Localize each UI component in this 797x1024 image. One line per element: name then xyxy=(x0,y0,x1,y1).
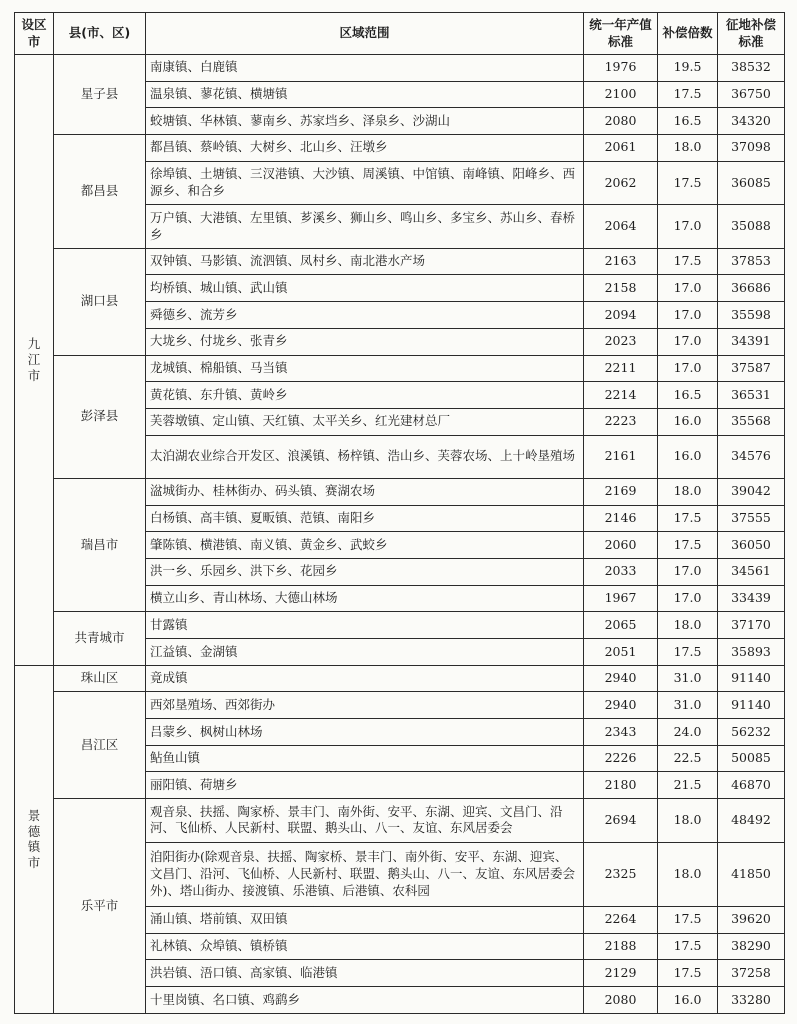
area-cell: 白杨镇、高丰镇、夏畈镇、范镇、南阳乡 xyxy=(146,505,584,532)
output-standard-cell: 2343 xyxy=(584,719,658,746)
output-standard-cell: 2169 xyxy=(584,479,658,506)
output-standard-cell: 2033 xyxy=(584,559,658,586)
compensation-cell: 36750 xyxy=(718,81,785,108)
table-row xyxy=(15,248,785,275)
county-name: 共青城市 xyxy=(54,612,146,665)
area-cell: 芙蓉墩镇、定山镇、天红镇、太平关乡、红光建材总厂 xyxy=(146,408,584,435)
output-standard-cell: 2694 xyxy=(584,799,658,843)
output-standard-cell: 2062 xyxy=(584,161,658,205)
compensation-cell: 36050 xyxy=(718,532,785,559)
county-name: 珠山区 xyxy=(54,665,146,692)
multiple-cell: 17.0 xyxy=(658,355,718,382)
compensation-cell: 41850 xyxy=(718,842,785,906)
compensation-cell: 50085 xyxy=(718,745,785,772)
multiple-cell: 17.5 xyxy=(658,906,718,933)
compensation-cell: 35568 xyxy=(718,408,785,435)
area-cell: 万户镇、大港镇、左里镇、芗溪乡、狮山乡、鸣山乡、多宝乡、苏山乡、春桥乡 xyxy=(146,205,584,249)
multiple-cell: 24.0 xyxy=(658,719,718,746)
table-row xyxy=(15,55,785,82)
table-row xyxy=(15,612,785,639)
area-cell: 舜德乡、流芳乡 xyxy=(146,302,584,329)
table-row xyxy=(15,692,785,719)
table-row xyxy=(15,479,785,506)
header-compensation: 征地补偿标准 xyxy=(718,13,785,55)
output-standard-cell: 2023 xyxy=(584,328,658,355)
city-name: 九江市 xyxy=(27,336,41,383)
compensation-cell: 35598 xyxy=(718,302,785,329)
compensation-cell: 36686 xyxy=(718,275,785,302)
county-name: 瑞昌市 xyxy=(54,479,146,612)
output-standard-cell: 2060 xyxy=(584,532,658,559)
compensation-cell: 37170 xyxy=(718,612,785,639)
output-standard-cell: 2100 xyxy=(584,81,658,108)
output-standard-cell: 2940 xyxy=(584,665,658,692)
multiple-cell: 17.5 xyxy=(658,639,718,666)
multiple-cell: 18.0 xyxy=(658,842,718,906)
multiple-cell: 18.0 xyxy=(658,135,718,162)
area-cell: 吕蒙乡、枫树山林场 xyxy=(146,719,584,746)
compensation-cell: 34320 xyxy=(718,108,785,135)
header-output-standard: 统一年产值标准 xyxy=(584,13,658,55)
output-standard-cell: 2264 xyxy=(584,906,658,933)
county-name: 星子县 xyxy=(54,55,146,135)
output-standard-cell: 1967 xyxy=(584,585,658,612)
compensation-cell: 39042 xyxy=(718,479,785,506)
table-row xyxy=(15,665,785,692)
compensation-cell: 35088 xyxy=(718,205,785,249)
area-cell: 洪一乡、乐园乡、洪下乡、花园乡 xyxy=(146,559,584,586)
multiple-cell: 17.5 xyxy=(658,505,718,532)
compensation-cell: 46870 xyxy=(718,772,785,799)
output-standard-cell: 2146 xyxy=(584,505,658,532)
compensation-cell: 37098 xyxy=(718,135,785,162)
area-cell: 大垅乡、付垅乡、张青乡 xyxy=(146,328,584,355)
county-name: 彭泽县 xyxy=(54,355,146,479)
area-cell: 黄花镇、东升镇、黄岭乡 xyxy=(146,382,584,409)
output-standard-cell: 2180 xyxy=(584,772,658,799)
multiple-cell: 17.0 xyxy=(658,559,718,586)
area-cell: 洪岩镇、浯口镇、高家镇、临港镇 xyxy=(146,960,584,987)
output-standard-cell: 2051 xyxy=(584,639,658,666)
multiple-cell: 17.0 xyxy=(658,328,718,355)
multiple-cell: 16.0 xyxy=(658,435,718,479)
compensation-cell: 34391 xyxy=(718,328,785,355)
multiple-cell: 17.0 xyxy=(658,302,718,329)
multiple-cell: 17.0 xyxy=(658,585,718,612)
city-name: 景德镇市 xyxy=(27,808,41,871)
county-name: 乐平市 xyxy=(54,799,146,1014)
compensation-cell: 37853 xyxy=(718,248,785,275)
compensation-cell: 91140 xyxy=(718,665,785,692)
area-cell: 肇陈镇、横港镇、南义镇、黄金乡、武蛟乡 xyxy=(146,532,584,559)
output-standard-cell: 2064 xyxy=(584,205,658,249)
header-county: 县(市、区) xyxy=(54,13,146,55)
compensation-cell: 33280 xyxy=(718,986,785,1013)
multiple-cell: 16.0 xyxy=(658,408,718,435)
county-name: 湖口县 xyxy=(54,248,146,355)
output-standard-cell: 2129 xyxy=(584,960,658,987)
area-cell: 丽阳镇、荷塘乡 xyxy=(146,772,584,799)
output-standard-cell: 2061 xyxy=(584,135,658,162)
multiple-cell: 17.5 xyxy=(658,248,718,275)
area-cell: 温泉镇、蓼花镇、横塘镇 xyxy=(146,81,584,108)
area-cell: 太泊湖农业综合开发区、浪溪镇、杨梓镇、浩山乡、芙蓉农场、上十岭垦殖场 xyxy=(146,435,584,479)
multiple-cell: 17.5 xyxy=(658,161,718,205)
multiple-cell: 18.0 xyxy=(658,612,718,639)
multiple-cell: 16.5 xyxy=(658,108,718,135)
area-cell: 鲇鱼山镇 xyxy=(146,745,584,772)
compensation-cell: 39620 xyxy=(718,906,785,933)
compensation-cell: 33439 xyxy=(718,585,785,612)
area-cell: 湓城街办、桂林街办、码头镇、赛湖农场 xyxy=(146,479,584,506)
table-row xyxy=(15,355,785,382)
output-standard-cell: 2211 xyxy=(584,355,658,382)
compensation-cell: 37555 xyxy=(718,505,785,532)
multiple-cell: 18.0 xyxy=(658,799,718,843)
output-standard-cell: 2158 xyxy=(584,275,658,302)
output-standard-cell: 2094 xyxy=(584,302,658,329)
compensation-cell: 91140 xyxy=(718,692,785,719)
area-cell: 礼林镇、众埠镇、镇桥镇 xyxy=(146,933,584,960)
area-cell: 蛟塘镇、华林镇、蓼南乡、苏家垱乡、泽泉乡、沙湖山 xyxy=(146,108,584,135)
output-standard-cell: 2065 xyxy=(584,612,658,639)
area-cell: 江益镇、金湖镇 xyxy=(146,639,584,666)
area-cell: 都昌镇、蔡岭镇、大树乡、北山乡、汪墩乡 xyxy=(146,135,584,162)
area-cell: 洎阳街办(除观音泉、扶摇、陶家桥、景丰门、南外街、安平、东湖、迎宾、文昌门、沿河、飞仙桥、人民新村、联盟、鹅头山、八一、友谊、东风居委会外)、塔山街办、接渡镇、乐港镇、后港镇、农科园 xyxy=(146,842,584,906)
area-cell: 西郊垦殖场、西郊街办 xyxy=(146,692,584,719)
table-row xyxy=(15,135,785,162)
multiple-cell: 31.0 xyxy=(658,665,718,692)
multiple-cell: 21.5 xyxy=(658,772,718,799)
multiple-cell: 17.0 xyxy=(658,205,718,249)
compensation-cell: 56232 xyxy=(718,719,785,746)
area-cell: 横立山乡、青山林场、大德山林场 xyxy=(146,585,584,612)
multiple-cell: 16.5 xyxy=(658,382,718,409)
multiple-cell: 22.5 xyxy=(658,745,718,772)
multiple-cell: 17.0 xyxy=(658,275,718,302)
county-name: 都昌县 xyxy=(54,135,146,249)
multiple-cell: 31.0 xyxy=(658,692,718,719)
multiple-cell: 17.5 xyxy=(658,81,718,108)
compensation-cell: 38290 xyxy=(718,933,785,960)
compensation-cell: 37258 xyxy=(718,960,785,987)
header-multiple: 补偿倍数 xyxy=(658,13,718,55)
compensation-cell: 48492 xyxy=(718,799,785,843)
output-standard-cell: 1976 xyxy=(584,55,658,82)
area-cell: 甘露镇 xyxy=(146,612,584,639)
compensation-cell: 34576 xyxy=(718,435,785,479)
area-cell: 竟成镇 xyxy=(146,665,584,692)
multiple-cell: 18.0 xyxy=(658,479,718,506)
compensation-cell: 34561 xyxy=(718,559,785,586)
area-cell: 龙城镇、棉船镇、马当镇 xyxy=(146,355,584,382)
area-cell: 涌山镇、塔前镇、双田镇 xyxy=(146,906,584,933)
area-cell: 观音泉、扶摇、陶家桥、景丰门、南外街、安平、东湖、迎宾、文昌门、沿河、飞仙桥、人民新村、联盟、鹅头山、八一、友谊、东风居委会 xyxy=(146,799,584,843)
table-header xyxy=(15,13,785,55)
output-standard-cell: 2223 xyxy=(584,408,658,435)
output-standard-cell: 2188 xyxy=(584,933,658,960)
output-standard-cell: 2325 xyxy=(584,842,658,906)
area-cell: 双钟镇、马影镇、流泗镇、凤村乡、南北港水产场 xyxy=(146,248,584,275)
output-standard-cell: 2214 xyxy=(584,382,658,409)
multiple-cell: 17.5 xyxy=(658,960,718,987)
multiple-cell: 19.5 xyxy=(658,55,718,82)
area-cell: 十里岗镇、名口镇、鸡鹞乡 xyxy=(146,986,584,1013)
compensation-cell: 35893 xyxy=(718,639,785,666)
multiple-cell: 16.0 xyxy=(658,986,718,1013)
header-city: 设区市 xyxy=(15,13,54,55)
compensation-cell: 38532 xyxy=(718,55,785,82)
land-compensation-table xyxy=(14,12,785,1014)
output-standard-cell: 2940 xyxy=(584,692,658,719)
area-cell: 均桥镇、城山镇、武山镇 xyxy=(146,275,584,302)
county-name: 昌江区 xyxy=(54,692,146,799)
output-standard-cell: 2161 xyxy=(584,435,658,479)
output-standard-cell: 2163 xyxy=(584,248,658,275)
area-cell: 徐埠镇、土塘镇、三汊港镇、大沙镇、周溪镇、中馆镇、南峰镇、阳峰乡、西源乡、和合乡 xyxy=(146,161,584,205)
table-row xyxy=(15,799,785,843)
header-area: 区域范围 xyxy=(146,13,584,55)
city-cell xyxy=(15,665,54,1013)
area-cell: 南康镇、白鹿镇 xyxy=(146,55,584,82)
compensation-cell: 37587 xyxy=(718,355,785,382)
compensation-cell: 36531 xyxy=(718,382,785,409)
compensation-cell: 36085 xyxy=(718,161,785,205)
multiple-cell: 17.5 xyxy=(658,933,718,960)
table-body xyxy=(15,55,785,1014)
output-standard-cell: 2226 xyxy=(584,745,658,772)
city-cell xyxy=(15,55,54,666)
multiple-cell: 17.5 xyxy=(658,532,718,559)
output-standard-cell: 2080 xyxy=(584,108,658,135)
output-standard-cell: 2080 xyxy=(584,986,658,1013)
